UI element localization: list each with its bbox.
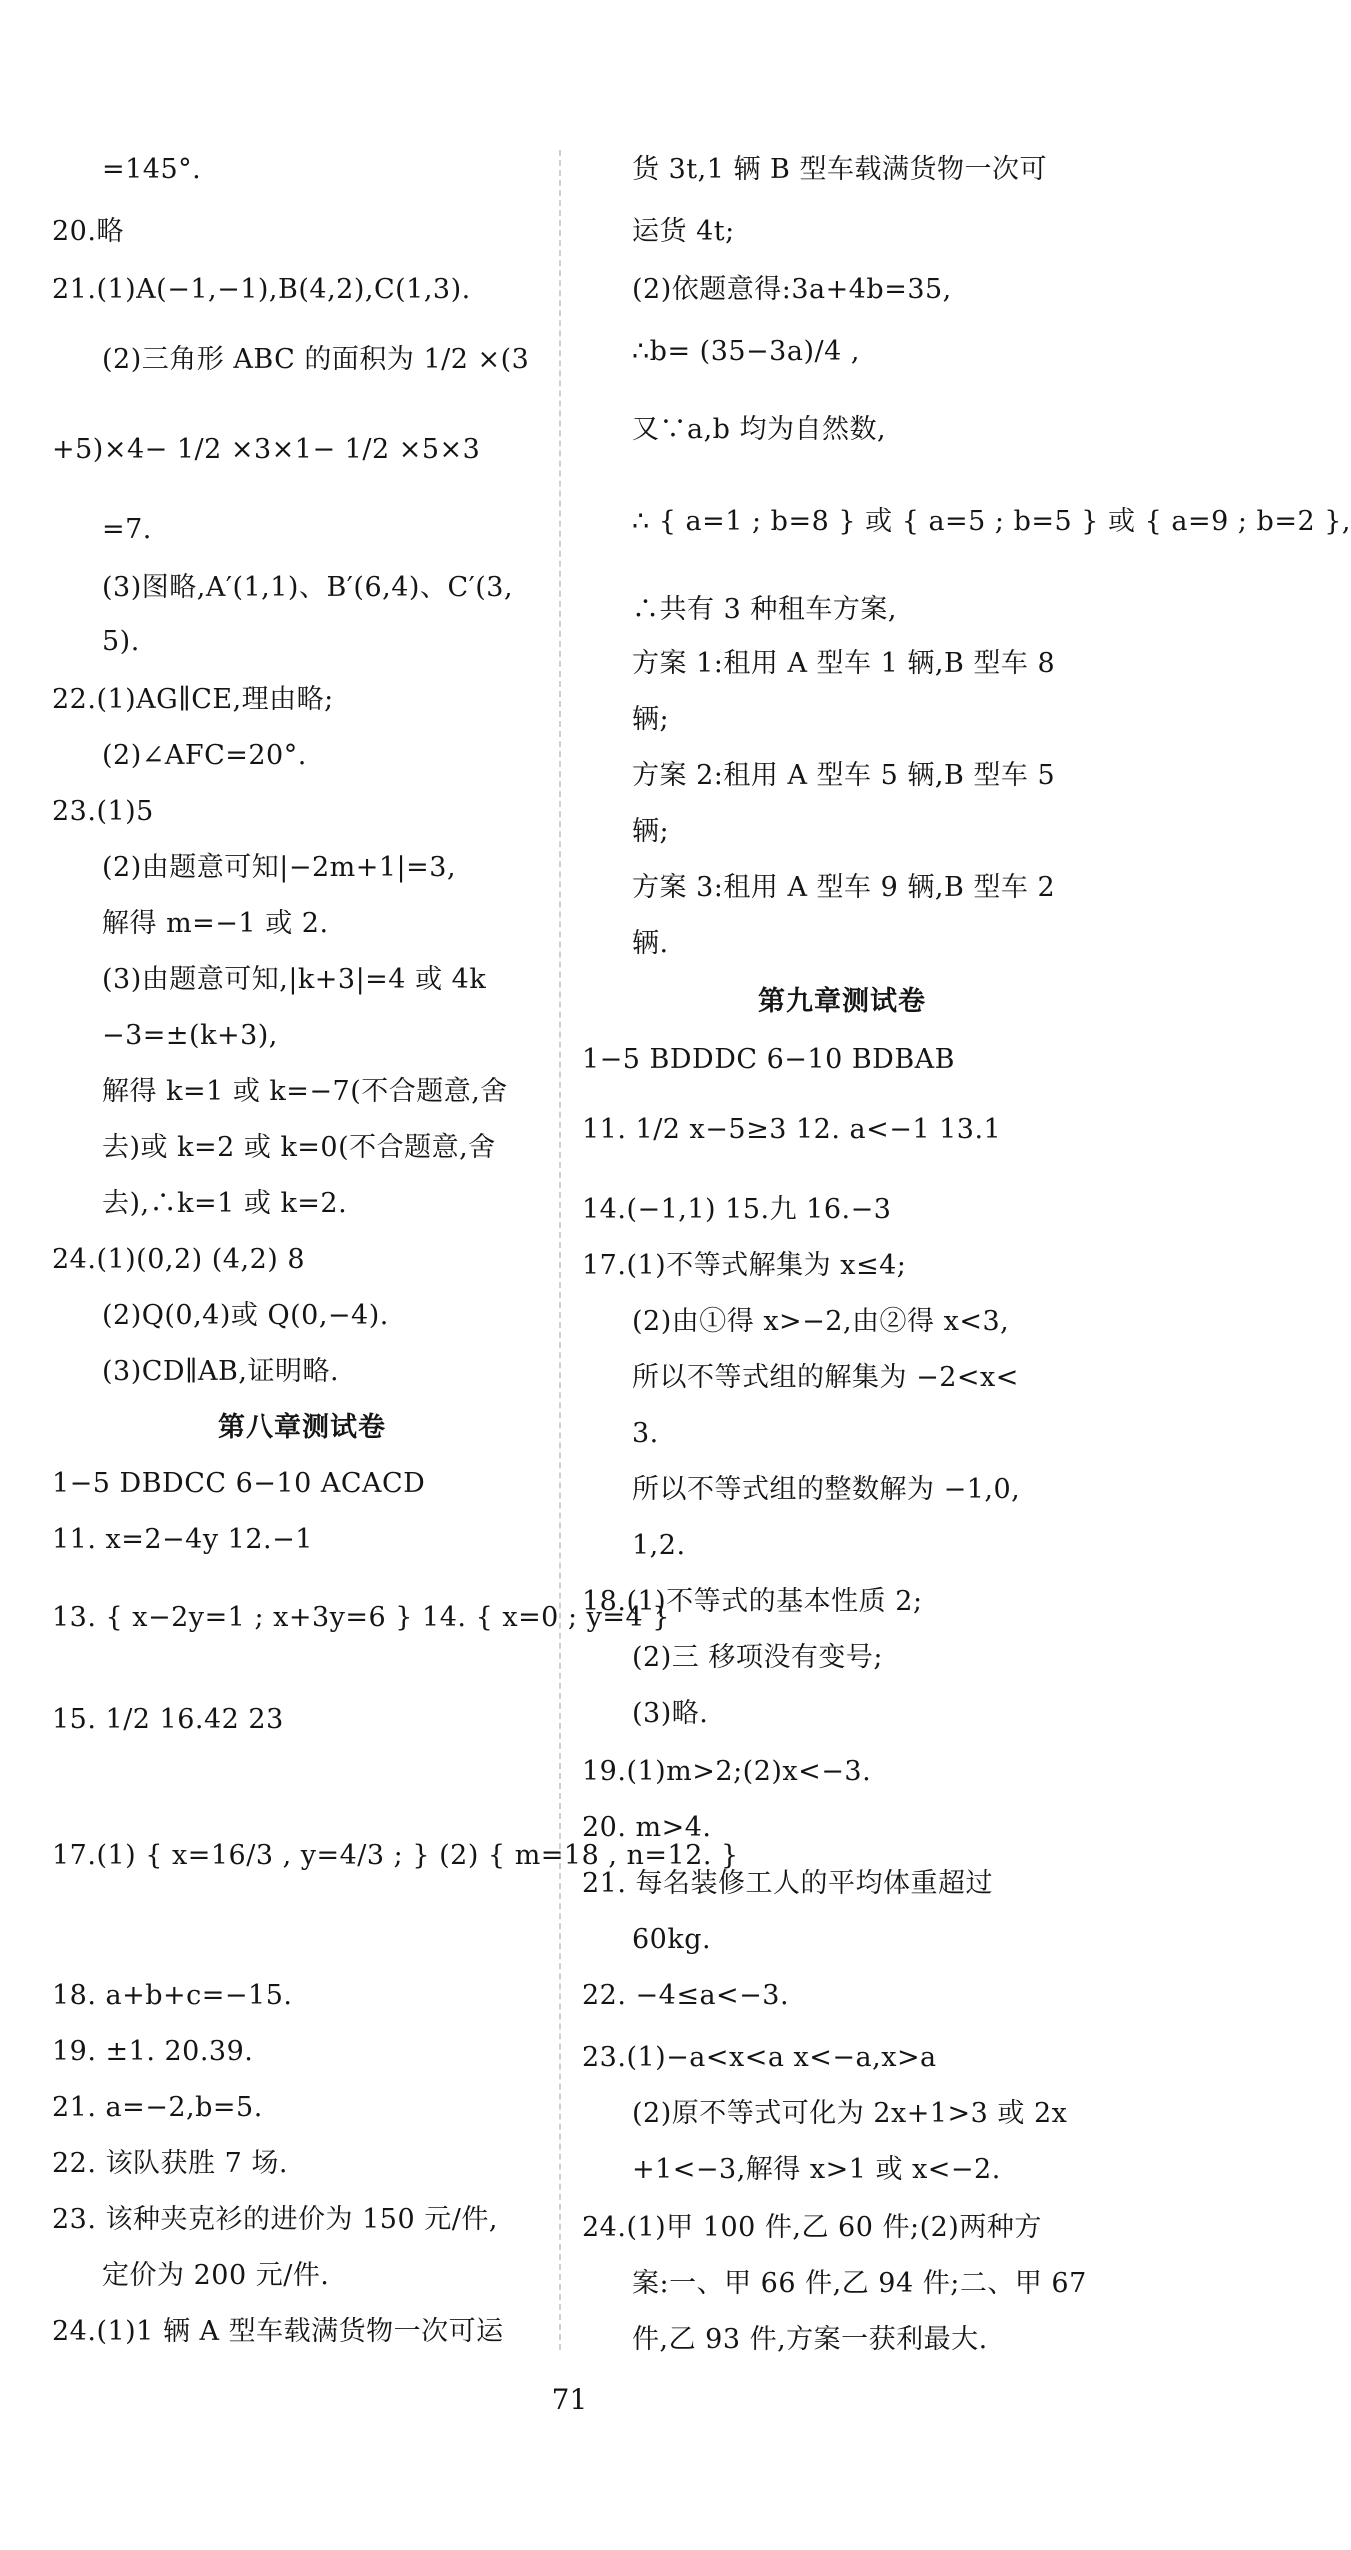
- answer-line: (2)由①得 x>−2,由②得 x<3,: [632, 1306, 1010, 1337]
- answer-line: (2)三 移项没有变号;: [632, 1642, 883, 1673]
- answer-line: 17.(1)不等式解集为 x≤4;: [582, 1250, 907, 1281]
- answer-line: 去),∴k=1 或 k=2.: [102, 1188, 348, 1219]
- answer-line: 18. a+b+c=−15.: [52, 1980, 293, 2011]
- answer-line: (3)图略,A′(1,1)、B′(6,4)、C′(3,: [102, 572, 514, 603]
- answer-line: 1,2.: [632, 1530, 686, 1561]
- column-divider: [559, 150, 561, 2350]
- answer-line: 方案 3:租用 A 型车 9 辆,B 型车 2: [632, 872, 1056, 903]
- answer-line: (3)CD∥AB,证明略.: [102, 1356, 340, 1387]
- answer-line: 17.(1) { x=16/3 , y=4/3 ; } (2) { m=18 , n=12. }: [52, 1840, 739, 1871]
- answer-line: 辆;: [632, 816, 670, 847]
- answer-line: 23.(1)5: [52, 796, 154, 827]
- answer-line: 辆;: [632, 704, 670, 735]
- answer-line: 21. 每名装修工人的平均体重超过: [582, 1868, 994, 1899]
- answer-line: ∴共有 3 种租车方案,: [632, 594, 897, 625]
- answer-line: 定价为 200 元/件.: [102, 2260, 330, 2291]
- answer-line: 24.(1)甲 100 件,乙 60 件;(2)两种方: [582, 2212, 1042, 2243]
- answer-line: 5).: [102, 626, 140, 657]
- answer-line: 20. m>4.: [582, 1812, 712, 1843]
- answer-line: 18.(1)不等式的基本性质 2;: [582, 1586, 923, 1617]
- answer-line: (3)略.: [632, 1698, 709, 1729]
- answer-line: −3=±(k+3),: [102, 1020, 278, 1051]
- answer-line: 3.: [632, 1418, 659, 1449]
- answer-line: 22. 该队获胜 7 场.: [52, 2148, 288, 2179]
- answer-line: 所以不等式组的整数解为 −1,0,: [632, 1474, 1021, 1505]
- answer-line: 22.(1)AG∥CE,理由略;: [52, 684, 334, 715]
- answer-line: 解得 k=1 或 k=−7(不合题意,舍: [102, 1076, 508, 1107]
- answer-line: 19.(1)m>2;(2)x<−3.: [582, 1756, 872, 1787]
- section-heading: 第九章测试卷: [758, 986, 926, 1017]
- answer-line: 所以不等式组的解集为 −2<x<: [632, 1362, 1019, 1393]
- answer-line: 运货 4t;: [632, 216, 735, 247]
- answer-line: 解得 m=−1 或 2.: [102, 908, 329, 939]
- answer-line: 1−5 BDDDC 6−10 BDBAB: [582, 1044, 955, 1075]
- answer-line: (2)原不等式可化为 2x+1>3 或 2x: [632, 2098, 1068, 2129]
- answer-line: 11. 1/2 x−5≥3 12. a<−1 13.1: [582, 1114, 1002, 1145]
- answer-line: +1<−3,解得 x>1 或 x<−2.: [632, 2154, 1001, 2185]
- answer-line: 案:一、甲 66 件,乙 94 件;二、甲 67: [632, 2268, 1087, 2299]
- answer-line: 方案 2:租用 A 型车 5 辆,B 型车 5: [632, 760, 1056, 791]
- answer-line: =145°.: [102, 154, 202, 185]
- answer-line: 又∵a,b 均为自然数,: [632, 414, 887, 445]
- answer-line: 21.(1)A(−1,−1),B(4,2),C(1,3).: [52, 274, 471, 305]
- answer-line: 22. −4≤a<−3.: [582, 1980, 790, 2011]
- answer-line: (2)三角形 ABC 的面积为 1/2 ×(3: [102, 344, 530, 375]
- page-number: 71: [551, 2383, 588, 2416]
- answer-line: ∴ { a=1 ; b=8 } 或 { a=5 ; b=5 } 或 { a=9 ; b=2 },: [632, 506, 1351, 537]
- answer-line: +5)×4− 1/2 ×3×1− 1/2 ×5×3: [52, 434, 481, 465]
- answer-line: 20.略: [52, 216, 124, 247]
- answer-line: 辆.: [632, 928, 669, 959]
- answer-line: (2)∠AFC=20°.: [102, 740, 307, 771]
- answer-line: (2)依题意得:3a+4b=35,: [632, 274, 952, 305]
- answer-line: 方案 1:租用 A 型车 1 辆,B 型车 8: [632, 648, 1056, 679]
- answer-line: 1−5 DBDCC 6−10 ACACD: [52, 1468, 426, 1499]
- answer-line: 11. x=2−4y 12.−1: [52, 1524, 313, 1555]
- answer-line: 13. { x−2y=1 ; x+3y=6 } 14. { x=0 ; y=4 }: [52, 1602, 670, 1633]
- answer-line: 15. 1/2 16.42 23: [52, 1704, 284, 1735]
- answer-line: ∴b= (35−3a)/4 ,: [632, 336, 860, 367]
- answer-line: 23.(1)−a<x<a x<−a,x>a: [582, 2042, 937, 2073]
- answer-line: 去)或 k=2 或 k=0(不合题意,舍: [102, 1132, 496, 1163]
- answer-line: 24.(1)1 辆 A 型车载满货物一次可运: [52, 2316, 504, 2347]
- answer-line: 14.(−1,1) 15.九 16.−3: [582, 1194, 892, 1225]
- answer-line: (2)Q(0,4)或 Q(0,−4).: [102, 1300, 389, 1331]
- answer-line: (2)由题意可知|−2m+1|=3,: [102, 852, 457, 883]
- answer-line: 19. ±1. 20.39.: [52, 2036, 254, 2067]
- answer-line: (3)由题意可知,|k+3|=4 或 4k: [102, 964, 487, 995]
- answer-line: 24.(1)(0,2) (4,2) 8: [52, 1244, 306, 1275]
- answer-line: 60kg.: [632, 1924, 712, 1955]
- answer-line: 货 3t,1 辆 B 型车载满货物一次可: [632, 154, 1047, 185]
- section-heading: 第八章测试卷: [218, 1412, 386, 1443]
- answer-line: =7.: [102, 514, 152, 545]
- answer-line: 21. a=−2,b=5.: [52, 2092, 263, 2123]
- answer-line: 23. 该种夹克衫的进价为 150 元/件,: [52, 2204, 498, 2235]
- answer-line: 件,乙 93 件,方案一获利最大.: [632, 2324, 988, 2355]
